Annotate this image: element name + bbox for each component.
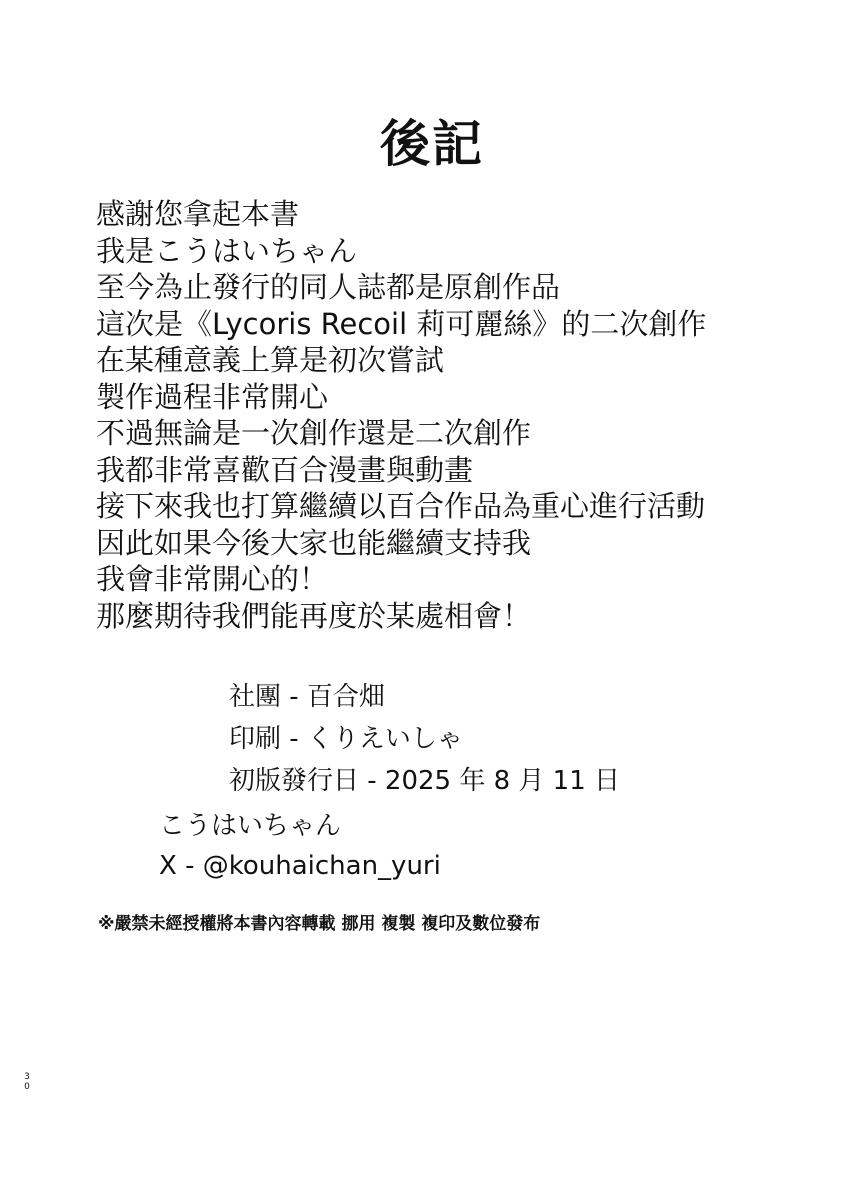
message-line: 我會非常開心的！ bbox=[96, 562, 329, 596]
message-line: 在某種意義上算是初次嘗試 bbox=[96, 343, 445, 377]
author-name: こうはいちゃん bbox=[159, 811, 342, 841]
page-title: 後記 bbox=[380, 114, 484, 173]
message-line: 製作過程非常開心 bbox=[96, 379, 329, 414]
message-line: 那麼期待我們能再度於某處相會！ bbox=[96, 598, 532, 633]
author-x-account: X - @kouhaichan_yuri bbox=[159, 851, 441, 881]
message-line: 不過無論是一次創作還是二次創作 bbox=[96, 416, 532, 450]
colophon-printer: 印刷 - くりえいしゃ bbox=[229, 724, 463, 754]
afterword-message bbox=[96, 196, 836, 634]
copyright-notice: ※嚴禁未經授權將本書內容轉載 挪用 複製 複印及數位發布 bbox=[98, 914, 541, 934]
colophon-first-edition: 初版發行日 - 2025 年 8 月 11 日 bbox=[229, 766, 621, 796]
colophon-circle: 社團 - 百合畑 bbox=[229, 682, 385, 712]
author-block bbox=[159, 806, 441, 886]
message-line: 這次是《Lycoris Recoil 莉可麗絲》的二次創作 bbox=[96, 306, 707, 341]
colophon bbox=[229, 676, 620, 802]
message-line: 因此如果今後大家也能繼續支持我 bbox=[96, 525, 532, 560]
message-line: 接下來我也打算繼續以百合作品為重心進行活動 bbox=[96, 489, 706, 523]
message-line: 我都非常喜歡百合漫畫與動畫 bbox=[96, 452, 474, 487]
message-line: 感謝您拿起本書 bbox=[96, 197, 300, 231]
page-number: 30 bbox=[24, 1072, 30, 1092]
message-line: 我是こうはいちゃん bbox=[96, 233, 358, 268]
message-line: 至今為止發行的同人誌都是原創作品 bbox=[96, 270, 561, 304]
